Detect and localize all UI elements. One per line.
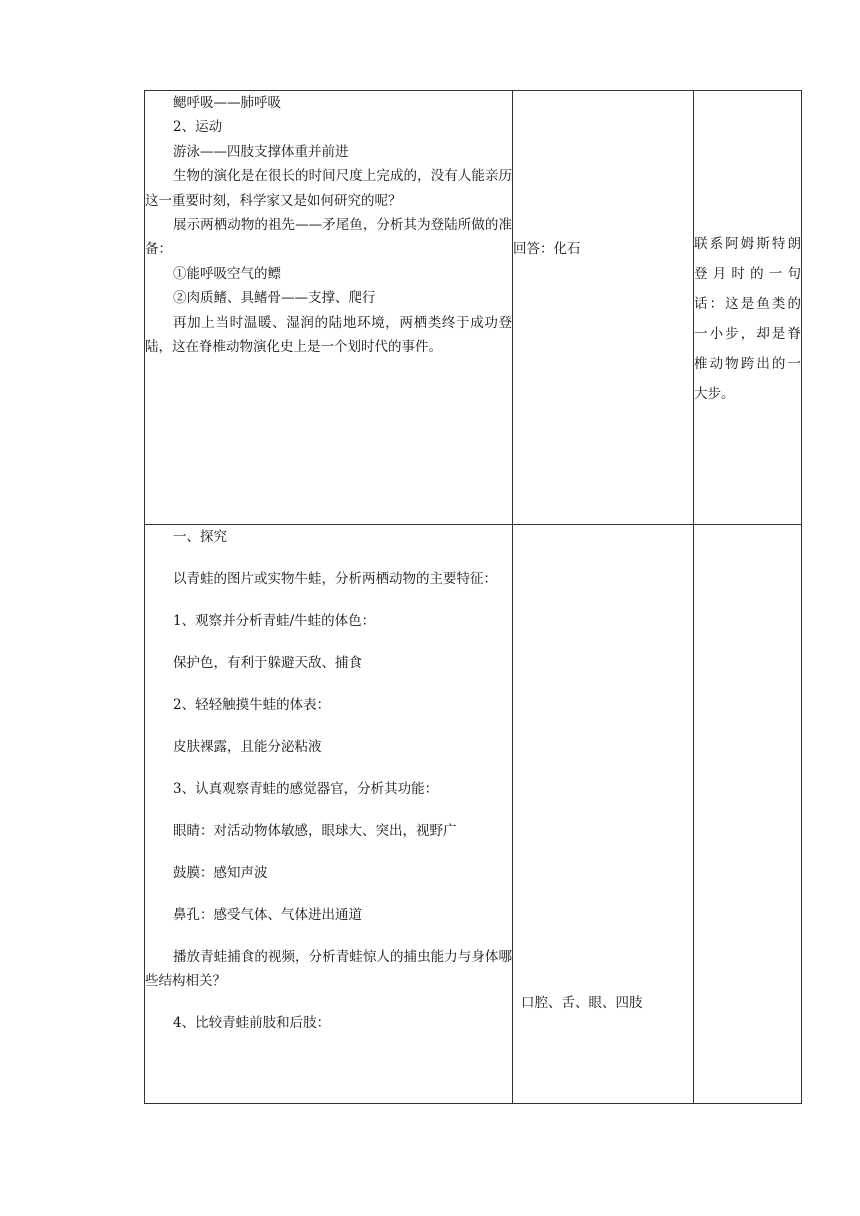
text-line: 鼓膜：感知声波 (173, 865, 268, 881)
text-line: 展示两栖动物的祖先——矛尾鱼，分析其为登陆所做的准备： (145, 217, 512, 258)
student-activity-cell (513, 525, 694, 1104)
text-line: ①能呼吸空气的鳔 (173, 265, 281, 282)
design-intent-cell (694, 525, 802, 1104)
text-line: 以青蛙的图片或实物牛蛙，分析两栖动物的主要特征： (173, 571, 497, 587)
table-row (145, 525, 802, 1104)
text-line: 保护色，有利于躲避天敌、捕食 (173, 655, 362, 671)
text-line: 一、探究 (173, 529, 227, 545)
design-intent-cell (694, 91, 802, 525)
text-line: 鼻孔：感受气体、气体进出通道 (173, 907, 362, 923)
text-line: 4、比较青蛙前肢和后肢： (173, 1015, 331, 1031)
text-line: 再加上当时温暖、湿润的陆地环境，两栖类终于成功登陆，这在脊椎动物演化史上是一个划时代的事件。 (145, 314, 512, 356)
text-line: 眼睛：对活动物体敏感，眼球大、突出，视野广 (173, 823, 457, 839)
student-answer: 回答：化石 (513, 241, 581, 258)
student-answer: 口腔、舌、眼、四肢 (521, 995, 643, 1011)
table-row (145, 91, 802, 525)
text-line: 3、认真观察青蛙的感觉器官，分析其功能： (173, 781, 439, 797)
design-note: 联系阿姆斯特朗登月时的一句话：这是鱼类的一小步，却是脊椎动物跨出的一大步。 (694, 236, 801, 402)
text-line: ②肉质鳍、具鳍骨——支撑、爬行 (173, 290, 376, 307)
text-line: 2、运动 (173, 119, 223, 136)
text-line: 游泳——四肢支撑体重并前进 (173, 143, 349, 160)
teacher-activity-cell (145, 91, 513, 525)
student-activity-cell (513, 91, 694, 525)
text-line: 生物的演化是在很长的时间尺度上完成的，没有人能亲历这一重要时刻，科学家又是如何研究的呢？ (145, 168, 512, 209)
text-line: 1、观察并分析青蛙/牛蛙的体色： (173, 613, 376, 629)
text-line: 鳃呼吸——肺呼吸 (173, 95, 281, 111)
text-line: 皮肤裸露，且能分泌粘液 (173, 739, 322, 755)
teacher-activity-cell (145, 525, 513, 1104)
lesson-table (144, 90, 802, 1104)
text-line: 2、轻轻触摸牛蛙的体表： (173, 697, 331, 713)
text-line: 播放青蛙捕食的视频，分析青蛙惊人的捕虫能力与身体哪些结构相关？ (145, 949, 512, 989)
